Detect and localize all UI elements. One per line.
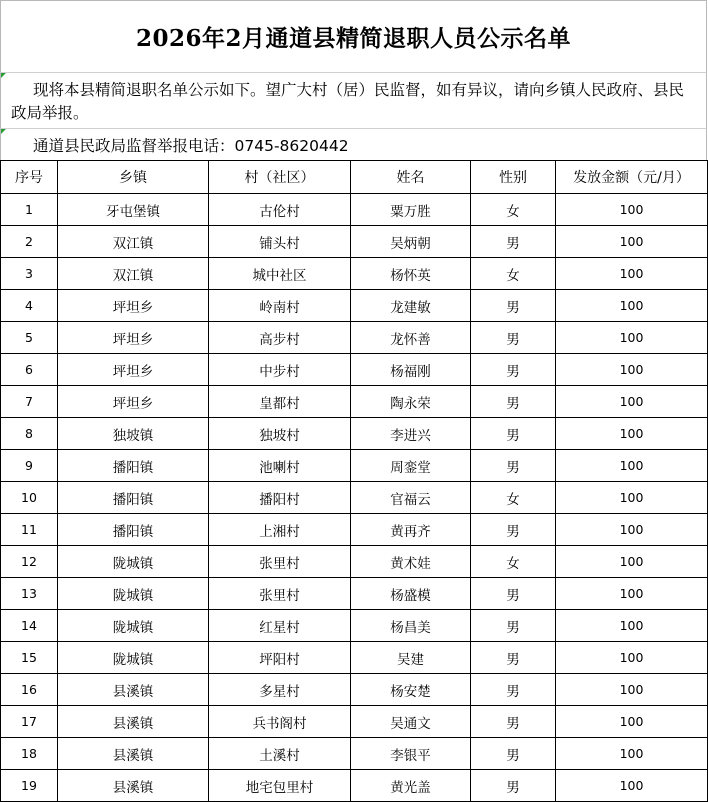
table-row [1,322,708,354]
cell-no[interactable]: 5 [1,322,58,354]
table-row [1,482,708,514]
roster-table [0,160,708,802]
cell-township[interactable]: 坪坦乡 [58,290,209,322]
cell-gender[interactable]: 男 [471,514,556,546]
cell-no[interactable]: 14 [1,610,58,642]
cell-name[interactable]: 李银平 [351,738,471,770]
cell-name[interactable]: 周銮堂 [351,450,471,482]
cell-gender[interactable]: 男 [471,290,556,322]
cell-gender[interactable]: 男 [471,770,556,802]
cell-township[interactable]: 坪坦乡 [58,322,209,354]
cell-indicator-icon [1,73,6,78]
cell-amount[interactable]: 100 [556,482,708,514]
table-row [1,226,708,258]
cell-no[interactable]: 19 [1,770,58,802]
cell-no[interactable]: 11 [1,514,58,546]
cell-township[interactable]: 县溪镇 [58,674,209,706]
cell-township[interactable]: 陇城镇 [58,610,209,642]
header-township[interactable]: 乡镇 [58,161,209,194]
cell-amount[interactable]: 100 [556,322,708,354]
header-name[interactable]: 姓名 [351,161,471,194]
cell-amount[interactable]: 100 [556,226,708,258]
cell-no[interactable]: 4 [1,290,58,322]
cell-amount[interactable]: 100 [556,386,708,418]
cell-name[interactable]: 杨昌美 [351,610,471,642]
cell-gender[interactable]: 男 [471,642,556,674]
cell-village[interactable]: 坪阳村 [209,642,351,674]
cell-name[interactable]: 杨福刚 [351,354,471,386]
cell-name[interactable]: 粟万胜 [351,194,471,226]
cell-village[interactable]: 播阳村 [209,482,351,514]
cell-gender[interactable]: 男 [471,738,556,770]
cell-village[interactable]: 多星村 [209,674,351,706]
cell-village[interactable]: 铺头村 [209,226,351,258]
cell-gender[interactable]: 男 [471,322,556,354]
cell-village[interactable]: 古伦村 [209,194,351,226]
cell-amount[interactable]: 100 [556,450,708,482]
cell-no[interactable]: 1 [1,194,58,226]
cell-gender[interactable]: 女 [471,194,556,226]
cell-no[interactable]: 8 [1,418,58,450]
cell-township[interactable]: 坪坦乡 [58,386,209,418]
cell-village[interactable]: 独坡村 [209,418,351,450]
cell-amount[interactable]: 100 [556,674,708,706]
cell-amount[interactable]: 100 [556,738,708,770]
cell-township[interactable]: 牙屯堡镇 [58,194,209,226]
cell-name[interactable]: 龙建敏 [351,290,471,322]
cell-township[interactable]: 陇城镇 [58,642,209,674]
cell-name[interactable]: 李进兴 [351,418,471,450]
cell-village[interactable]: 池喇村 [209,450,351,482]
cell-no[interactable]: 18 [1,738,58,770]
cell-village[interactable]: 张里村 [209,546,351,578]
cell-gender[interactable]: 男 [471,578,556,610]
table-row [1,738,708,770]
cell-amount[interactable]: 100 [556,770,708,802]
cell-amount[interactable]: 100 [556,194,708,226]
table-row [1,642,708,674]
cell-amount[interactable]: 100 [556,258,708,290]
cell-no[interactable]: 9 [1,450,58,482]
cell-township[interactable]: 陇城镇 [58,546,209,578]
table-row [1,194,708,226]
cell-gender[interactable]: 男 [471,226,556,258]
cell-no[interactable]: 12 [1,546,58,578]
notice-cell[interactable] [0,72,707,128]
cell-amount[interactable]: 100 [556,706,708,738]
header-gender[interactable]: 性别 [471,161,556,194]
cell-township[interactable]: 县溪镇 [58,706,209,738]
cell-township[interactable]: 独坡镇 [58,418,209,450]
cell-amount[interactable]: 100 [556,642,708,674]
cell-village[interactable]: 皇都村 [209,386,351,418]
cell-no[interactable]: 7 [1,386,58,418]
cell-village[interactable]: 中步村 [209,354,351,386]
hotline-text: 通道县民政局监督举报电话：0745-8620442 [33,137,349,155]
cell-amount[interactable]: 100 [556,354,708,386]
cell-amount[interactable]: 100 [556,546,708,578]
table-row [1,418,708,450]
page-title: 2026年2月通道县精简退职人员公示名单 [135,25,572,52]
table-row [1,386,708,418]
header-amount[interactable]: 发放金额（元/月） [556,161,708,194]
table-row [1,706,708,738]
cell-village[interactable]: 岭南村 [209,290,351,322]
cell-name[interactable]: 黄光盖 [351,770,471,802]
header-row [1,161,708,194]
cell-no[interactable]: 15 [1,642,58,674]
cell-township[interactable]: 县溪镇 [58,770,209,802]
cell-township[interactable]: 播阳镇 [58,514,209,546]
cell-gender[interactable]: 男 [471,674,556,706]
cell-name[interactable]: 黄术娃 [351,546,471,578]
cell-gender[interactable]: 女 [471,258,556,290]
header-no[interactable]: 序号 [1,161,58,194]
cell-indicator-icon [1,129,6,134]
cell-gender[interactable]: 女 [471,546,556,578]
table-row [1,674,708,706]
cell-township[interactable]: 播阳镇 [58,450,209,482]
cell-name[interactable]: 杨盛模 [351,578,471,610]
cell-township[interactable]: 陇城镇 [58,578,209,610]
table-row [1,514,708,546]
cell-name[interactable]: 官福云 [351,482,471,514]
hotline-cell[interactable] [0,128,707,160]
cell-name[interactable]: 黄再齐 [351,514,471,546]
cell-township[interactable]: 播阳镇 [58,482,209,514]
table-row [1,354,708,386]
cell-no[interactable]: 10 [1,482,58,514]
cell-township[interactable]: 县溪镇 [58,738,209,770]
cell-township[interactable]: 坪坦乡 [58,354,209,386]
table-row [1,578,708,610]
title-cell[interactable] [0,0,707,72]
cell-village[interactable]: 高步村 [209,322,351,354]
cell-village[interactable]: 上湘村 [209,514,351,546]
table-row [1,450,708,482]
table-row [1,770,708,802]
cell-gender[interactable]: 女 [471,482,556,514]
cell-township[interactable]: 双江镇 [58,226,209,258]
cell-village[interactable]: 兵书阁村 [209,706,351,738]
cell-name[interactable]: 吴建 [351,642,471,674]
cell-amount[interactable]: 100 [556,610,708,642]
cell-no[interactable]: 13 [1,578,58,610]
cell-name[interactable]: 龙怀善 [351,322,471,354]
table-row [1,610,708,642]
cell-name[interactable]: 吴炳朝 [351,226,471,258]
notice-text: 现将本县精简退职名单公示如下。望广大村（居）民监督，如有异议，请向乡镇人民政府、县民政局举报。 [11,81,685,122]
cell-gender[interactable]: 男 [471,386,556,418]
table-row [1,258,708,290]
cell-name[interactable]: 陶永荣 [351,386,471,418]
cell-name[interactable]: 杨怀英 [351,258,471,290]
cell-name[interactable]: 吴通文 [351,706,471,738]
header-village[interactable]: 村（社区） [209,161,351,194]
cell-village[interactable]: 城中社区 [209,258,351,290]
cell-amount[interactable]: 100 [556,418,708,450]
cell-no[interactable]: 6 [1,354,58,386]
cell-no[interactable]: 17 [1,706,58,738]
cell-village[interactable]: 土溪村 [209,738,351,770]
cell-no[interactable]: 2 [1,226,58,258]
cell-amount[interactable]: 100 [556,578,708,610]
cell-gender[interactable]: 男 [471,706,556,738]
cell-township[interactable]: 双江镇 [58,258,209,290]
cell-village[interactable]: 地宅包里村 [209,770,351,802]
cell-amount[interactable]: 100 [556,290,708,322]
cell-gender[interactable]: 男 [471,610,556,642]
table-row [1,546,708,578]
cell-name[interactable]: 杨安楚 [351,674,471,706]
cell-gender[interactable]: 男 [471,354,556,386]
cell-amount[interactable]: 100 [556,514,708,546]
table-row [1,290,708,322]
cell-village[interactable]: 红星村 [209,610,351,642]
cell-no[interactable]: 3 [1,258,58,290]
cell-gender[interactable]: 男 [471,418,556,450]
cell-no[interactable]: 16 [1,674,58,706]
cell-gender[interactable]: 男 [471,450,556,482]
cell-village[interactable]: 张里村 [209,578,351,610]
